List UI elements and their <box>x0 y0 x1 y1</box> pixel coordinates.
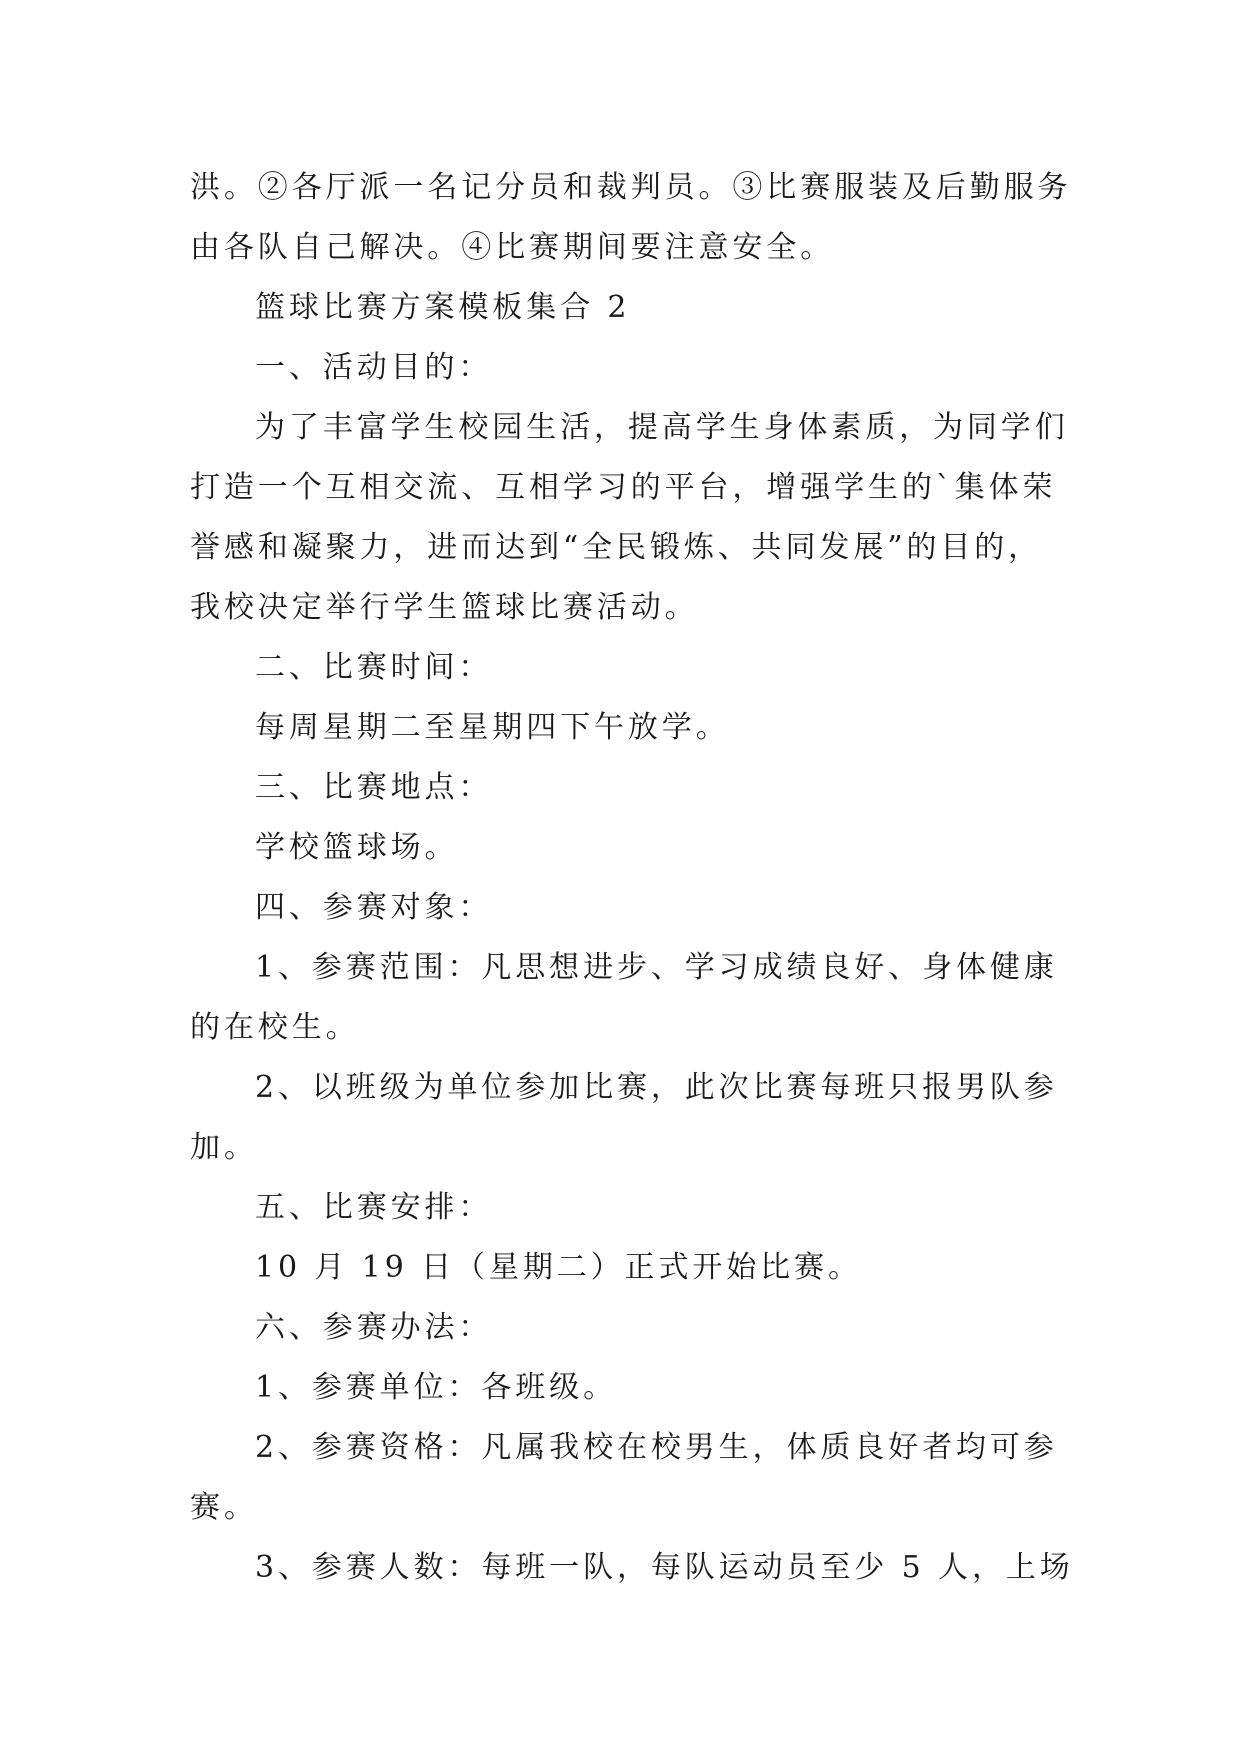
text-line: 打造一个互相交流、互相学习的平台，增强学生的`集体荣 <box>190 470 1057 505</box>
text-line: 一、活动目的： <box>255 350 493 385</box>
text-line: 我校决定举行学生篮球比赛活动。 <box>190 590 699 625</box>
text-line: 每周星期二至星期四下午放学。 <box>255 710 730 745</box>
document-body <box>190 158 1074 1598</box>
text-line: 1、参赛单位：各班级。 <box>255 1370 617 1405</box>
text-line: 五、比赛安排： <box>255 1190 493 1225</box>
text-line: 赛。 <box>190 1490 258 1525</box>
text-line: 10 月 19 日（星期二）正式开始比赛。 <box>255 1250 862 1285</box>
text-line: 加。 <box>190 1130 258 1165</box>
text-line: 誉感和凝聚力，进而达到“全民锻炼、共同发展”的目的， <box>190 530 1043 565</box>
text-line: 学校篮球场。 <box>255 830 459 865</box>
text-line: 四、参赛对象： <box>255 890 493 925</box>
text-line: 的在校生。 <box>190 1010 360 1045</box>
text-line: 3、参赛人数：每班一队，每队运动员至少 5 人，上场 <box>255 1550 1074 1585</box>
text-line: 洪。②各厅派一名记分员和裁判员。③比赛服装及后勤服务 <box>190 170 1072 205</box>
text-line: 2、以班级为单位参加比赛，此次比赛每班只报男队参 <box>255 1070 1058 1105</box>
text-line: 二、比赛时间： <box>255 650 493 685</box>
text-line: 由各队自己解决。④比赛期间要注意安全。 <box>190 230 835 265</box>
text-line: 2、参赛资格：凡属我校在校男生，体质良好者均可参 <box>255 1430 1058 1465</box>
text-line: 为了丰富学生校园生活，提高学生身体素质，为同学们 <box>255 410 1069 445</box>
text-line: 六、参赛办法： <box>255 1310 493 1345</box>
text-line: 篮球比赛方案模板集合 2 <box>255 290 631 325</box>
text-line: 1、参赛范围：凡思想进步、学习成绩良好、身体健康 <box>255 950 1058 985</box>
text-line: 三、比赛地点： <box>255 770 493 805</box>
